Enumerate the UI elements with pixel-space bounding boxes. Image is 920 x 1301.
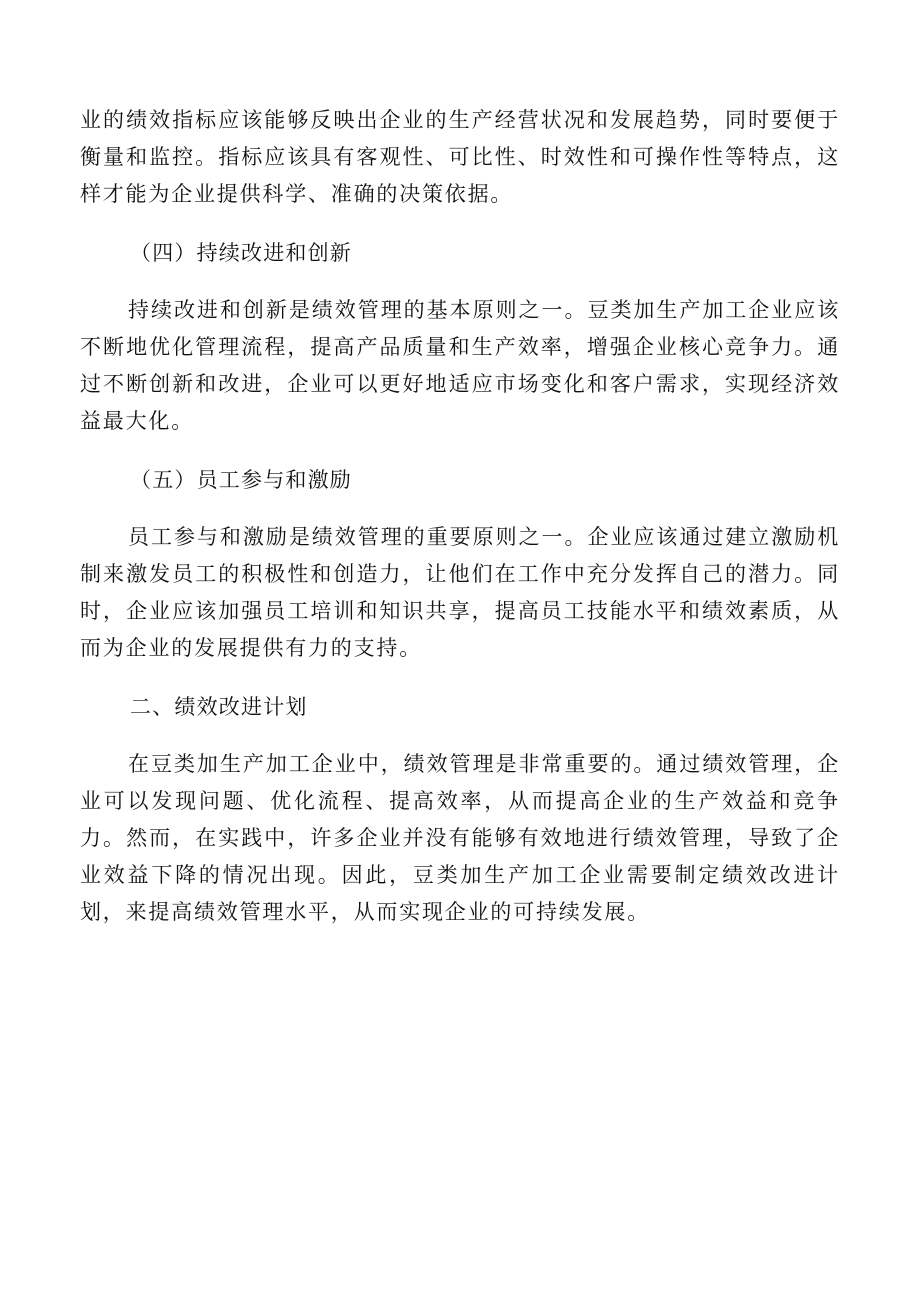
paragraph-continuation: 业的绩效指标应该能够反映出企业的生产经营状况和发展趋势，同时要便于衡量和监控。指标应该具有客观性、可比性、时效性和可操作性等特点，这样才能为企业提供科学、准确的决策依据。: [80, 108, 840, 206]
chapter-heading-improvement-plan: 二、绩效改进计划: [130, 695, 308, 719]
paragraph-improvement-plan: 在豆类加生产加工企业中，绩效管理是非常重要的。通过绩效管理，企业可以发现问题、优化流程、提高效率，从而提高企业的生产效益和竞争力。然而，在实践中，许多企业并没有能够有效地进行绩效管理，导致了企业效益下降的情况出现。因此，豆类加生产加工企业需要制定绩效改进计划，来提高绩效管理水平，从而实现企业的可持续发展。: [80, 752, 840, 924]
section-heading-employee-participation: （五）员工参与和激励: [130, 468, 352, 492]
section-heading-continuous-improvement: （四）持续改进和创新: [130, 241, 352, 265]
paragraph-continuous-improvement: 持续改进和创新是绩效管理的基本原则之一。豆类加生产加工企业应该不断地优化管理流程，提高产品质量和生产效率，增强企业核心竞争力。通过不断创新和改进，企业可以更好地适应市场变化和客户需求，实现经济效益最大化。: [80, 298, 840, 433]
paragraph-employee-participation: 员工参与和激励是绩效管理的重要原则之一。企业应该通过建立激励机制来激发员工的积极性和创造力，让他们在工作中充分发挥自己的潜力。同时，企业应该加强员工培训和知识共享，提高员工技能水平和绩效素质，从而为企业的发展提供有力的支持。: [80, 525, 840, 660]
